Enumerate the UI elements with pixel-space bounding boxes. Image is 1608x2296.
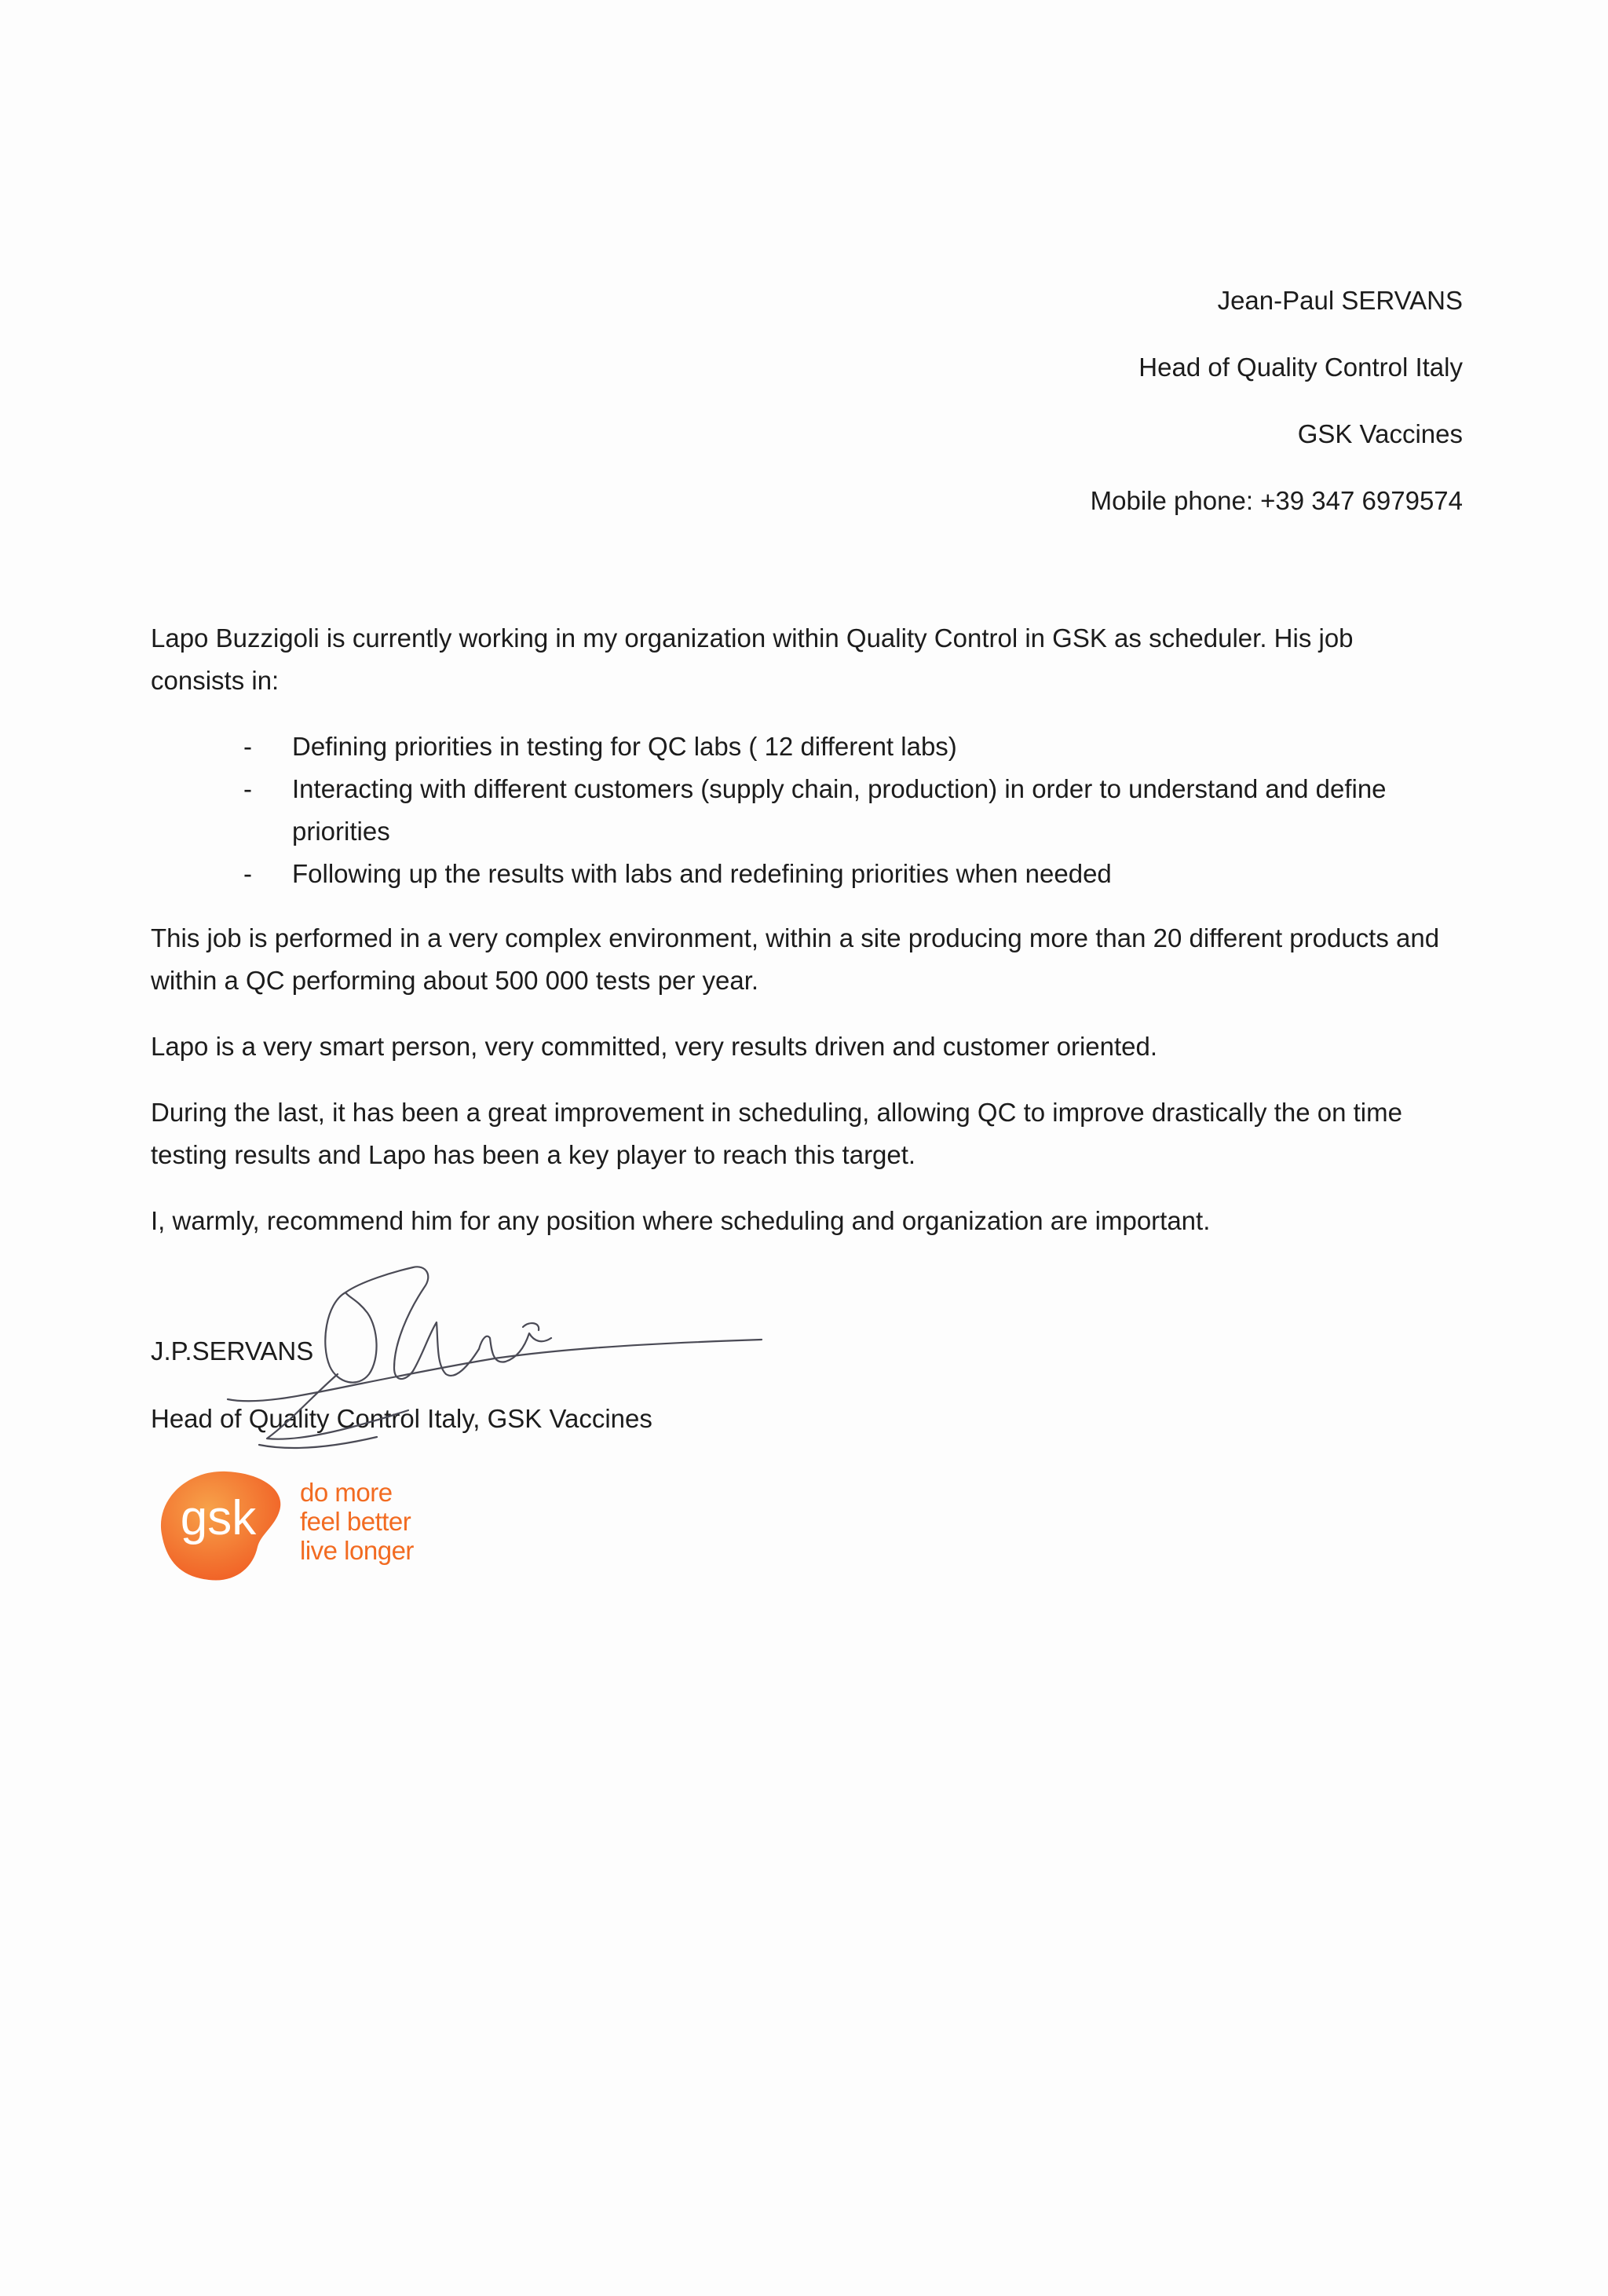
sender-block bbox=[1091, 280, 1463, 547]
gsk-logo-icon bbox=[148, 1462, 289, 1588]
signature-icon bbox=[212, 1256, 777, 1461]
intro-paragraph: Lapo Buzzigoli is currently working in my organization within Quality Control in GSK as scheduler. His job consists in: bbox=[151, 623, 1354, 695]
dash-bullet-icon: - bbox=[243, 732, 252, 761]
signoff-name: J.P.SERVANS bbox=[151, 1336, 314, 1366]
duty-text: Following up the results with labs and redefining priorities when needed bbox=[292, 859, 1112, 888]
dash-bullet-icon: - bbox=[243, 774, 252, 803]
recommendation-paragraph: I, warmly, recommend him for any position where scheduling and organization are important. bbox=[151, 1206, 1211, 1235]
signoff-title: Head of Quality Control Italy, GSK Vaccines bbox=[151, 1404, 652, 1433]
sender-company: GSK Vaccines bbox=[1297, 419, 1463, 448]
sender-phone: Mobile phone: +39 347 6979574 bbox=[1090, 486, 1463, 515]
improvement-paragraph: During the last, it has been a great improvement in scheduling, allowing QC to improve drastically the on time testing results and Lapo has been a key player to reach this target. bbox=[151, 1098, 1402, 1169]
tagline-line: live longer bbox=[300, 1536, 414, 1565]
logo-brand-text: gsk bbox=[180, 1491, 257, 1545]
duty-text: Defining priorities in testing for QC labs ( 12 different labs) bbox=[292, 732, 957, 761]
tagline-line: do more bbox=[300, 1478, 393, 1507]
qualities-paragraph: Lapo is a very smart person, very committed, very results driven and customer oriented. bbox=[151, 1032, 1158, 1061]
list-item bbox=[151, 768, 1446, 853]
letter-body bbox=[151, 617, 1446, 1266]
gsk-logo bbox=[148, 1462, 462, 1588]
sender-name: Jean-Paul SERVANS bbox=[1217, 286, 1463, 315]
environment-paragraph: This job is performed in a very complex environment, within a site producing more than 20 different products and within a QC performing about 500 000 tests per year. bbox=[151, 923, 1440, 995]
tagline-line: feel better bbox=[300, 1507, 411, 1536]
list-item bbox=[151, 853, 1446, 895]
list-item bbox=[151, 726, 1446, 768]
sender-title: Head of Quality Control Italy bbox=[1138, 353, 1463, 382]
logo-tagline bbox=[300, 1478, 414, 1565]
duties-list bbox=[151, 726, 1446, 895]
dash-bullet-icon: - bbox=[243, 859, 252, 888]
duty-text: Interacting with different customers (supply chain, production) in order to understand and define priorities bbox=[292, 774, 1387, 846]
